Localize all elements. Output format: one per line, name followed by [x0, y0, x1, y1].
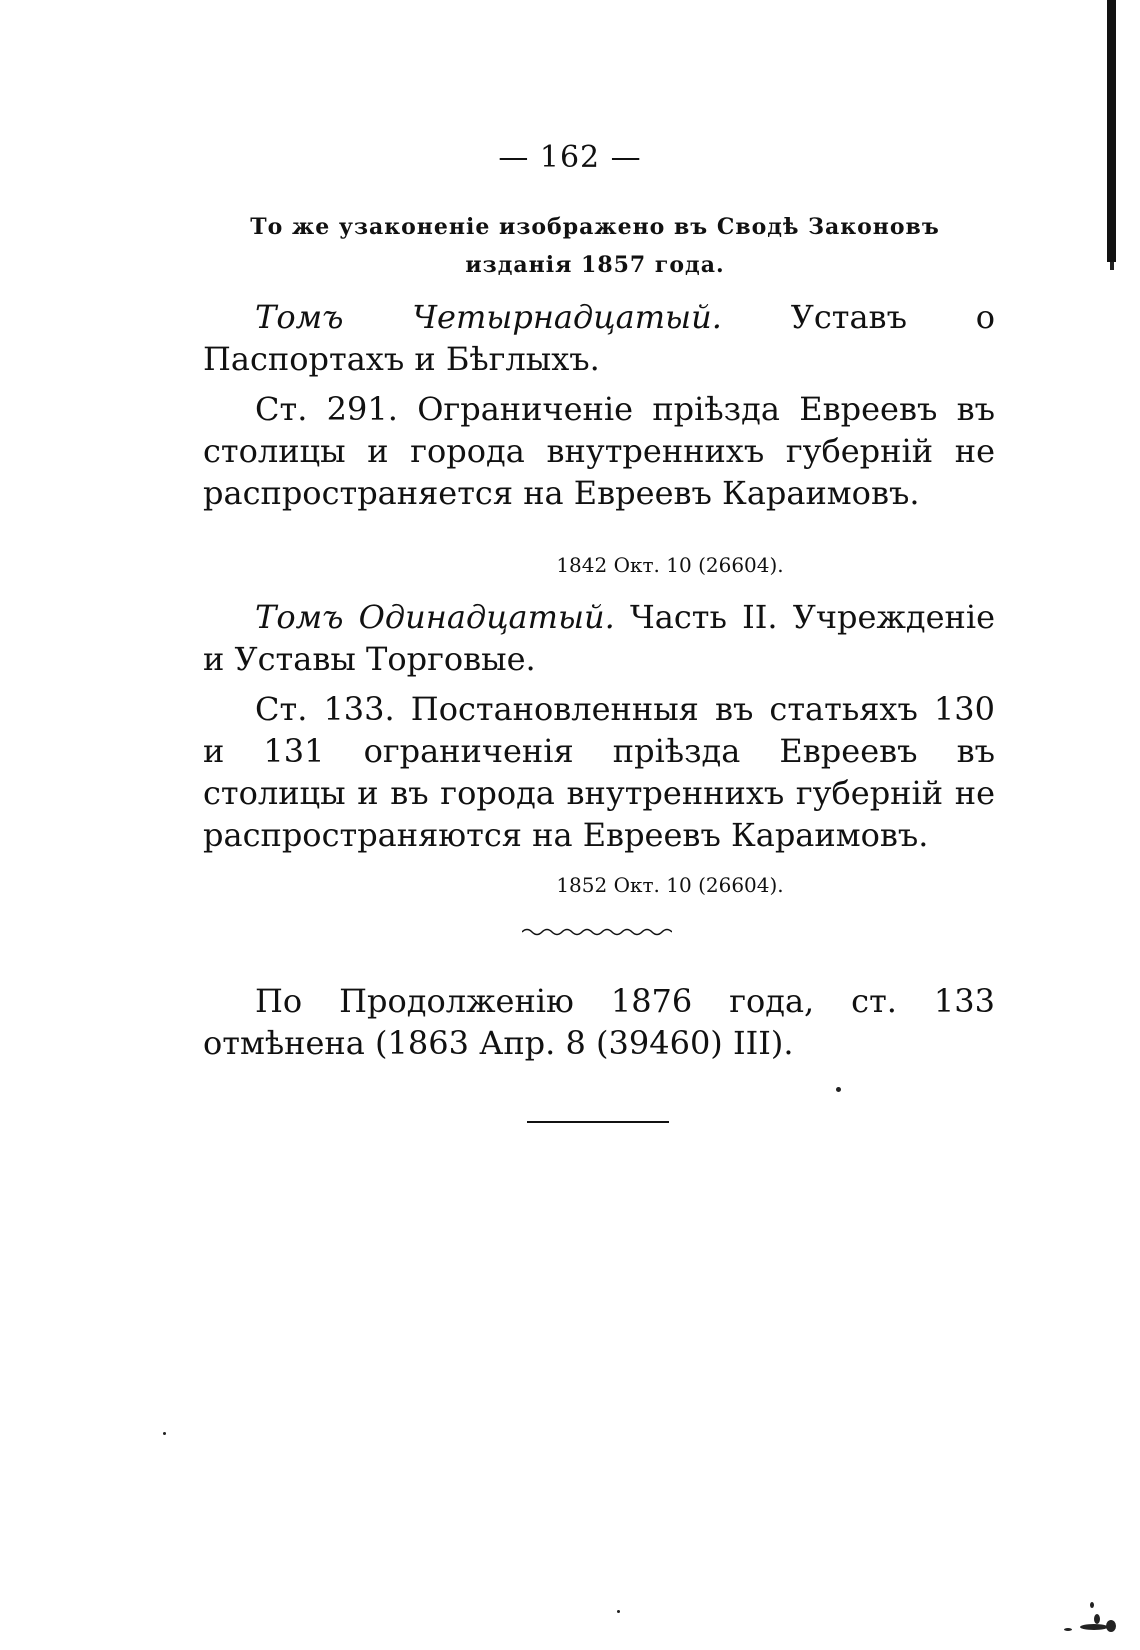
end-rule — [527, 1121, 669, 1123]
heading-line-1: То же узаконеніе изображено въ Сводѣ Законовъ — [250, 214, 940, 240]
article-133-paragraph — [203, 688, 995, 856]
scan-speck — [163, 1432, 166, 1435]
article-291-paragraph — [203, 388, 995, 514]
wavy-divider — [522, 926, 672, 938]
heading-line-2: изданія 1857 года. — [465, 252, 725, 278]
scan-edge-mark — [1110, 262, 1114, 270]
volume-title: Томъ Четырнадцатый. — [255, 298, 722, 336]
volume-title: Томъ Одинадцатый. — [255, 598, 615, 636]
page-number: — 162 — — [498, 140, 642, 175]
citation-1842: 1842 Окт. 10 (26604). — [556, 553, 784, 577]
article-text: Ст. 291. Ограниченіе пріѣзда Евреевъ въ столицы и города внутреннихъ губерній не распространяется на Евреевъ Караимовъ. — [203, 390, 995, 512]
section-heading — [210, 208, 980, 284]
repeal-note-paragraph — [203, 980, 995, 1064]
article-text: Ст. 133. Постановленныя въ статьяхъ 130 и 131 ограниченія пріѣзда Евреевъ въ столицы и въ города внутреннихъ губерній не распространяются на Евреевъ Караимовъ. — [203, 690, 995, 854]
citation-1852: 1852 Окт. 10 (26604). — [556, 873, 784, 897]
volume-description: Часть II. Учрежденіе и Уставы Торговые. — [203, 598, 996, 678]
volume-eleven-paragraph — [203, 596, 995, 680]
volume-description: Уставъ о Паспортахъ и Бѣглыхъ. — [203, 298, 996, 378]
scan-speck — [617, 1610, 620, 1613]
volume-fourteen-paragraph — [203, 296, 995, 380]
repeal-note-text: По Продолженію 1876 года, ст. 133 отмѣнена (1863 Апр. 8 (39460) III). — [203, 982, 995, 1062]
scan-corner-noise — [1050, 1598, 1120, 1638]
scan-speck — [836, 1087, 841, 1092]
scan-edge-bar — [1107, 0, 1116, 262]
